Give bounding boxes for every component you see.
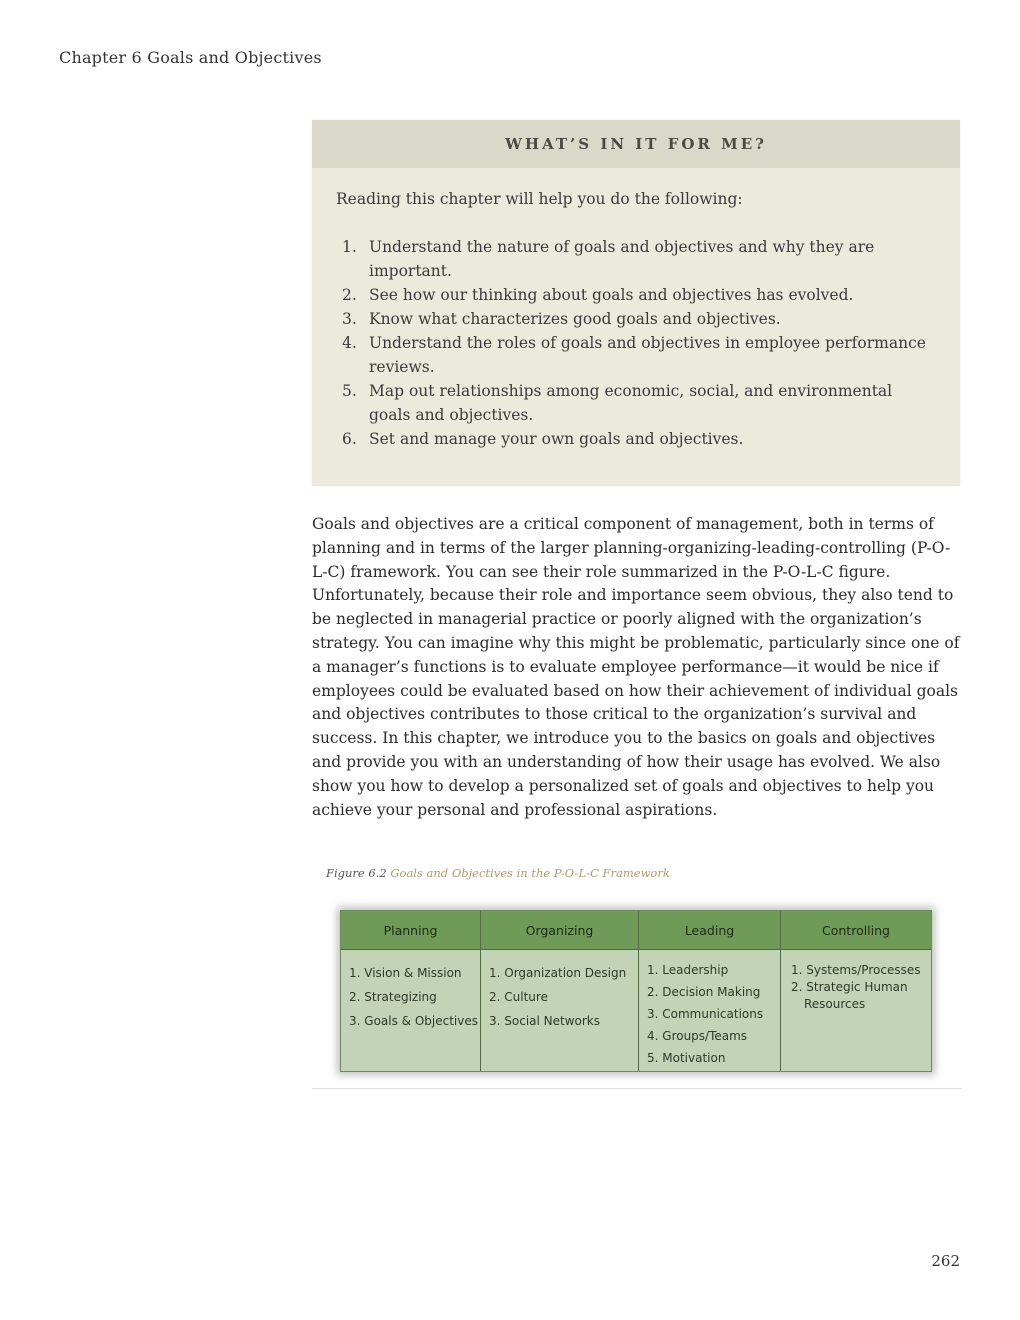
objective-number: 5.: [342, 382, 357, 400]
column-item: 3. Communications: [647, 1007, 764, 1021]
polc-framework-table: [340, 910, 932, 1072]
column-item: 2. Strategic Human Resources: [791, 980, 908, 1011]
objective-item: [312, 427, 960, 451]
column-item: 5. Motivation: [647, 1051, 726, 1065]
objective-item: [312, 235, 960, 283]
objective-text: Know what characterizes good goals and objectives.: [369, 310, 781, 328]
column-item: 1. Organization Design: [489, 966, 627, 980]
objective-item: [312, 379, 960, 427]
column-items: [481, 950, 638, 1033]
objective-number: 3.: [342, 310, 357, 328]
column-item: 2. Culture: [489, 990, 548, 1004]
column-header: Organizing: [481, 911, 638, 950]
column-header: Leading: [639, 911, 780, 950]
learning-objectives-box: [312, 120, 960, 486]
objective-number: 2.: [342, 286, 357, 304]
column-item: 1. Vision & Mission: [349, 966, 462, 980]
column-item: 4. Groups/Teams: [647, 1029, 748, 1043]
polc-column-leading: [639, 911, 781, 1071]
polc-column-controlling: [781, 911, 931, 1071]
figure: [312, 900, 962, 1089]
polc-column-planning: [341, 911, 481, 1071]
running-head: Chapter 6 Goals and Objectives: [59, 48, 322, 67]
column-header: Controlling: [781, 911, 931, 950]
page-number: 262: [931, 1252, 960, 1270]
objective-text: Understand the roles of goals and objectives in employee performance reviews.: [369, 334, 926, 376]
objective-number: 6.: [342, 430, 357, 448]
column-item: 2. Strategizing: [349, 990, 437, 1004]
polc-column-organizing: [481, 911, 639, 1071]
callout-title: WHAT’S IN IT FOR ME?: [312, 120, 960, 168]
column-item: 3. Social Networks: [489, 1014, 601, 1028]
column-item: 1. Systems/Processes: [791, 963, 921, 977]
callout-intro: Reading this chapter will help you do the following:: [336, 190, 743, 208]
objective-item: [312, 331, 960, 379]
objective-item: [312, 283, 960, 307]
objectives-list: [312, 235, 960, 451]
objective-text: Understand the nature of goals and objectives and why they are important.: [369, 238, 875, 280]
objective-text: See how our thinking about goals and objectives has evolved.: [369, 286, 854, 304]
column-item: 3. Goals & Objectives: [349, 1014, 478, 1028]
column-header: Planning: [341, 911, 480, 950]
column-items: [341, 950, 480, 1033]
objective-number: 1.: [342, 238, 357, 256]
objective-item: [312, 307, 960, 331]
figure-number: Figure 6.2: [326, 866, 387, 880]
objective-number: 4.: [342, 334, 357, 352]
figure-caption: [326, 866, 670, 880]
column-item: 1. Leadership: [647, 963, 729, 977]
objective-text: Map out relationships among economic, social, and environmental goals and objectives.: [369, 382, 893, 424]
column-items: [639, 950, 780, 1069]
column-item: 2. Decision Making: [647, 985, 761, 999]
objective-text: Set and manage your own goals and objectives.: [369, 430, 744, 448]
body-paragraph: Goals and objectives are a critical component of management, both in terms of planning and in terms of the larger planning-organizing-leading-controlling (P-O-L-C) framework. You can see their role summarized in the P-O-L-C figure. Unfortunately, because their role and importance seem obvious, they also tend to be neglected in managerial practice or poorly aligned with the organization’s strategy. You can imagine why this might be problematic, particularly since one of a manager’s functions is to evaluate employee performance—it would be nice if employees could be evaluated based on how their achievement of individual goals and objectives contributes to those critical to the organization’s survival and success. In this chapter, we introduce you to the basics on goals and objectives and provide you with an understanding of how their usage has evolved. We also show you how to develop a personalized set of goals and objectives to help you achieve your personal and professional aspirations.: [312, 515, 960, 819]
column-items: [781, 950, 931, 1013]
figure-caption-text: Goals and Objectives in the P-O-L-C Framework: [390, 866, 670, 880]
